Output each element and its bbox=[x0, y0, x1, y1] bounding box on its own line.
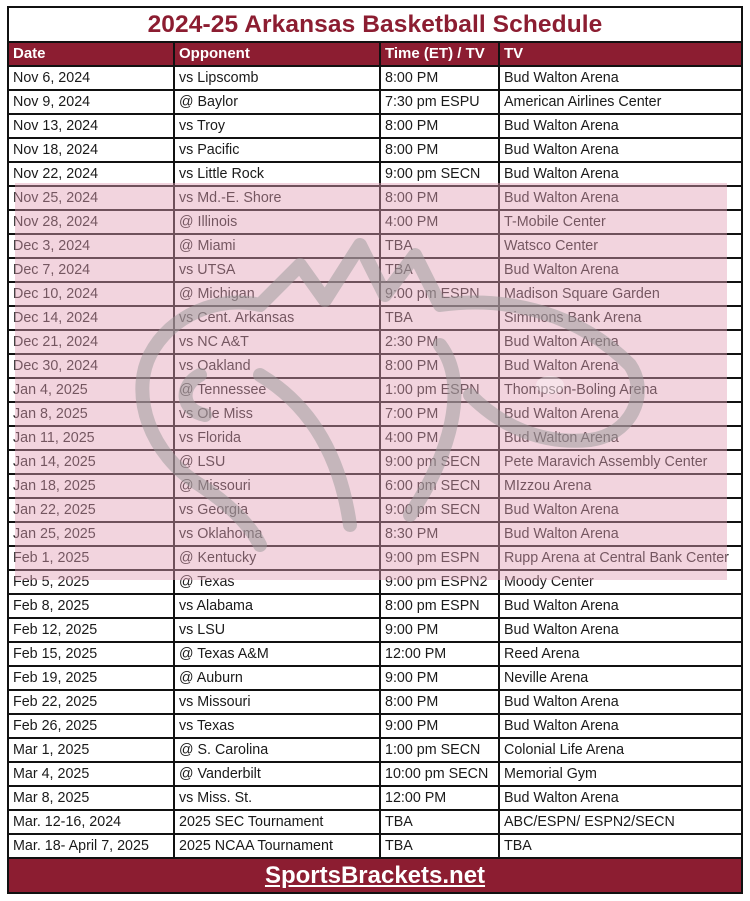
opponent-cell: vs Alabama bbox=[174, 594, 380, 618]
date-cell: Nov 25, 2024 bbox=[9, 186, 174, 210]
time-tv-cell: 7:00 PM bbox=[380, 402, 499, 426]
time-tv-cell: 6:00 pm SECN bbox=[380, 474, 499, 498]
time-tv-cell: 7:30 pm ESPU bbox=[380, 90, 499, 114]
venue-cell: Bud Walton Arena bbox=[499, 330, 741, 354]
date-cell: Feb 5, 2025 bbox=[9, 570, 174, 594]
opponent-cell: @ Kentucky bbox=[174, 546, 380, 570]
table-row bbox=[9, 474, 741, 498]
time-tv-cell: 1:00 pm SECN bbox=[380, 738, 499, 762]
table-body bbox=[9, 66, 741, 858]
opponent-cell: vs Cent. Arkansas bbox=[174, 306, 380, 330]
date-cell: Jan 25, 2025 bbox=[9, 522, 174, 546]
opponent-cell: @ Texas bbox=[174, 570, 380, 594]
table-row bbox=[9, 258, 741, 282]
date-cell: Jan 4, 2025 bbox=[9, 378, 174, 402]
time-tv-cell: TBA bbox=[380, 810, 499, 834]
date-cell: Dec 3, 2024 bbox=[9, 234, 174, 258]
opponent-cell: @ Auburn bbox=[174, 666, 380, 690]
opponent-cell: @ Missouri bbox=[174, 474, 380, 498]
date-cell: Feb 15, 2025 bbox=[9, 642, 174, 666]
time-tv-cell: 9:00 pm SECN bbox=[380, 498, 499, 522]
time-tv-cell: 12:00 PM bbox=[380, 786, 499, 810]
time-tv-cell: 9:00 pm ESPN bbox=[380, 546, 499, 570]
time-tv-cell: 9:00 pm ESPN2 bbox=[380, 570, 499, 594]
table-row bbox=[9, 834, 741, 858]
opponent-cell: @ Miami bbox=[174, 234, 380, 258]
time-tv-cell: TBA bbox=[380, 834, 499, 858]
table-row bbox=[9, 378, 741, 402]
venue-cell: Moody Center bbox=[499, 570, 741, 594]
date-cell: Dec 10, 2024 bbox=[9, 282, 174, 306]
venue-cell: T-Mobile Center bbox=[499, 210, 741, 234]
date-cell: Feb 1, 2025 bbox=[9, 546, 174, 570]
column-header-tv: TV bbox=[499, 43, 741, 66]
date-cell: Feb 8, 2025 bbox=[9, 594, 174, 618]
venue-cell: Bud Walton Arena bbox=[499, 162, 741, 186]
sportsbrackets-link[interactable]: SportsBrackets.net bbox=[264, 862, 486, 889]
table-header-row bbox=[9, 43, 741, 66]
venue-cell: Madison Square Garden bbox=[499, 282, 741, 306]
venue-cell: Bud Walton Arena bbox=[499, 138, 741, 162]
venue-cell: MIzzou Arena bbox=[499, 474, 741, 498]
table-row bbox=[9, 522, 741, 546]
date-cell: Dec 7, 2024 bbox=[9, 258, 174, 282]
opponent-cell: vs Ole Miss bbox=[174, 402, 380, 426]
date-cell: Dec 30, 2024 bbox=[9, 354, 174, 378]
table-row bbox=[9, 642, 741, 666]
table-row bbox=[9, 354, 741, 378]
opponent-cell: vs Florida bbox=[174, 426, 380, 450]
table-row bbox=[9, 426, 741, 450]
time-tv-cell: 8:00 PM bbox=[380, 186, 499, 210]
time-tv-cell: 2:30 PM bbox=[380, 330, 499, 354]
table-row bbox=[9, 786, 741, 810]
page-title: 2024-25 Arkansas Basketball Schedule bbox=[9, 8, 741, 43]
venue-cell: Colonial Life Arena bbox=[499, 738, 741, 762]
time-tv-cell: 9:00 pm SECN bbox=[380, 162, 499, 186]
table-row bbox=[9, 282, 741, 306]
table-row bbox=[9, 498, 741, 522]
opponent-cell: vs UTSA bbox=[174, 258, 380, 282]
table-row bbox=[9, 234, 741, 258]
date-cell: Mar. 12-16, 2024 bbox=[9, 810, 174, 834]
time-tv-cell: 9:00 pm SECN bbox=[380, 450, 499, 474]
schedule-table bbox=[9, 43, 741, 859]
date-cell: Jan 18, 2025 bbox=[9, 474, 174, 498]
time-tv-cell: 10:00 pm SECN bbox=[380, 762, 499, 786]
venue-cell: Bud Walton Arena bbox=[499, 402, 741, 426]
opponent-cell: vs LSU bbox=[174, 618, 380, 642]
time-tv-cell: 4:00 PM bbox=[380, 426, 499, 450]
opponent-cell: vs Texas bbox=[174, 714, 380, 738]
table-row bbox=[9, 810, 741, 834]
table-row bbox=[9, 738, 741, 762]
table-row bbox=[9, 138, 741, 162]
time-tv-cell: 9:00 pm ESPN bbox=[380, 282, 499, 306]
venue-cell: Bud Walton Arena bbox=[499, 618, 741, 642]
footer-bar bbox=[9, 859, 741, 892]
time-tv-cell: 8:00 pm ESPN bbox=[380, 594, 499, 618]
venue-cell: Bud Walton Arena bbox=[499, 258, 741, 282]
opponent-cell: vs Missouri bbox=[174, 690, 380, 714]
date-cell: Mar 1, 2025 bbox=[9, 738, 174, 762]
venue-cell: Rupp Arena at Central Bank Center bbox=[499, 546, 741, 570]
opponent-cell: @ Texas A&M bbox=[174, 642, 380, 666]
table-row bbox=[9, 162, 741, 186]
venue-cell: Bud Walton Arena bbox=[499, 522, 741, 546]
venue-cell: American Airlines Center bbox=[499, 90, 741, 114]
opponent-cell: vs Lipscomb bbox=[174, 66, 380, 90]
opponent-cell: @ Vanderbilt bbox=[174, 762, 380, 786]
table-row bbox=[9, 714, 741, 738]
venue-cell: Watsco Center bbox=[499, 234, 741, 258]
venue-cell: Thompson-Boling Arena bbox=[499, 378, 741, 402]
venue-cell: Bud Walton Arena bbox=[499, 594, 741, 618]
date-cell: Dec 21, 2024 bbox=[9, 330, 174, 354]
venue-cell: Bud Walton Arena bbox=[499, 690, 741, 714]
time-tv-cell: 8:00 PM bbox=[380, 138, 499, 162]
venue-cell: TBA bbox=[499, 834, 741, 858]
time-tv-cell: 12:00 PM bbox=[380, 642, 499, 666]
venue-cell: ABC/ESPN/ ESPN2/SECN bbox=[499, 810, 741, 834]
opponent-cell: vs Md.-E. Shore bbox=[174, 186, 380, 210]
opponent-cell: @ LSU bbox=[174, 450, 380, 474]
table-row bbox=[9, 594, 741, 618]
date-cell: Feb 12, 2025 bbox=[9, 618, 174, 642]
time-tv-cell: 8:00 PM bbox=[380, 354, 499, 378]
date-cell: Feb 19, 2025 bbox=[9, 666, 174, 690]
venue-cell: Bud Walton Arena bbox=[499, 114, 741, 138]
time-tv-cell: 9:00 PM bbox=[380, 714, 499, 738]
table-row bbox=[9, 90, 741, 114]
venue-cell: Reed Arena bbox=[499, 642, 741, 666]
table-row bbox=[9, 450, 741, 474]
date-cell: Nov 9, 2024 bbox=[9, 90, 174, 114]
date-cell: Nov 13, 2024 bbox=[9, 114, 174, 138]
date-cell: Jan 22, 2025 bbox=[9, 498, 174, 522]
venue-cell: Bud Walton Arena bbox=[499, 66, 741, 90]
opponent-cell: vs Little Rock bbox=[174, 162, 380, 186]
venue-cell: Bud Walton Arena bbox=[499, 426, 741, 450]
opponent-cell: vs NC A&T bbox=[174, 330, 380, 354]
table-row bbox=[9, 402, 741, 426]
date-cell: Feb 22, 2025 bbox=[9, 690, 174, 714]
table-row bbox=[9, 570, 741, 594]
time-tv-cell: TBA bbox=[380, 234, 499, 258]
date-cell: Nov 18, 2024 bbox=[9, 138, 174, 162]
schedule-sheet bbox=[7, 6, 743, 894]
date-cell: Mar. 18- April 7, 2025 bbox=[9, 834, 174, 858]
venue-cell: Bud Walton Arena bbox=[499, 786, 741, 810]
date-cell: Mar 4, 2025 bbox=[9, 762, 174, 786]
venue-cell: Simmons Bank Arena bbox=[499, 306, 741, 330]
opponent-cell: @ Tennessee bbox=[174, 378, 380, 402]
time-tv-cell: 8:00 PM bbox=[380, 114, 499, 138]
column-header-opponent: Opponent bbox=[174, 43, 380, 66]
opponent-cell: vs Oakland bbox=[174, 354, 380, 378]
opponent-cell: 2025 NCAA Tournament bbox=[174, 834, 380, 858]
venue-cell: Bud Walton Arena bbox=[499, 714, 741, 738]
table-row bbox=[9, 690, 741, 714]
table-row bbox=[9, 618, 741, 642]
time-tv-cell: 8:00 PM bbox=[380, 66, 499, 90]
opponent-cell: 2025 SEC Tournament bbox=[174, 810, 380, 834]
time-tv-cell: 9:00 PM bbox=[380, 666, 499, 690]
table-row bbox=[9, 546, 741, 570]
opponent-cell: vs Miss. St. bbox=[174, 786, 380, 810]
date-cell: Nov 6, 2024 bbox=[9, 66, 174, 90]
opponent-cell: @ Michigan bbox=[174, 282, 380, 306]
time-tv-cell: 8:30 PM bbox=[380, 522, 499, 546]
table-row bbox=[9, 762, 741, 786]
venue-cell: Bud Walton Arena bbox=[499, 186, 741, 210]
date-cell: Nov 28, 2024 bbox=[9, 210, 174, 234]
venue-cell: Pete Maravich Assembly Center bbox=[499, 450, 741, 474]
time-tv-cell: TBA bbox=[380, 258, 499, 282]
time-tv-cell: 1:00 pm ESPN bbox=[380, 378, 499, 402]
opponent-cell: vs Oklahoma bbox=[174, 522, 380, 546]
opponent-cell: @ S. Carolina bbox=[174, 738, 380, 762]
date-cell: Jan 14, 2025 bbox=[9, 450, 174, 474]
column-header-date: Date bbox=[9, 43, 174, 66]
table-row bbox=[9, 186, 741, 210]
opponent-cell: vs Troy bbox=[174, 114, 380, 138]
column-header-time-et-tv: Time (ET) / TV bbox=[380, 43, 499, 66]
time-tv-cell: TBA bbox=[380, 306, 499, 330]
date-cell: Nov 22, 2024 bbox=[9, 162, 174, 186]
table-row bbox=[9, 306, 741, 330]
date-cell: Jan 8, 2025 bbox=[9, 402, 174, 426]
time-tv-cell: 4:00 PM bbox=[380, 210, 499, 234]
opponent-cell: @ Baylor bbox=[174, 90, 380, 114]
opponent-cell: @ Illinois bbox=[174, 210, 380, 234]
time-tv-cell: 9:00 PM bbox=[380, 618, 499, 642]
venue-cell: Neville Arena bbox=[499, 666, 741, 690]
table-row bbox=[9, 330, 741, 354]
table-row bbox=[9, 210, 741, 234]
time-tv-cell: 8:00 PM bbox=[380, 690, 499, 714]
venue-cell: Memorial Gym bbox=[499, 762, 741, 786]
table-row bbox=[9, 114, 741, 138]
date-cell: Mar 8, 2025 bbox=[9, 786, 174, 810]
date-cell: Dec 14, 2024 bbox=[9, 306, 174, 330]
table-row bbox=[9, 666, 741, 690]
venue-cell: Bud Walton Arena bbox=[499, 498, 741, 522]
opponent-cell: vs Pacific bbox=[174, 138, 380, 162]
table-row bbox=[9, 66, 741, 90]
venue-cell: Bud Walton Arena bbox=[499, 354, 741, 378]
date-cell: Jan 11, 2025 bbox=[9, 426, 174, 450]
date-cell: Feb 26, 2025 bbox=[9, 714, 174, 738]
opponent-cell: vs Georgia bbox=[174, 498, 380, 522]
